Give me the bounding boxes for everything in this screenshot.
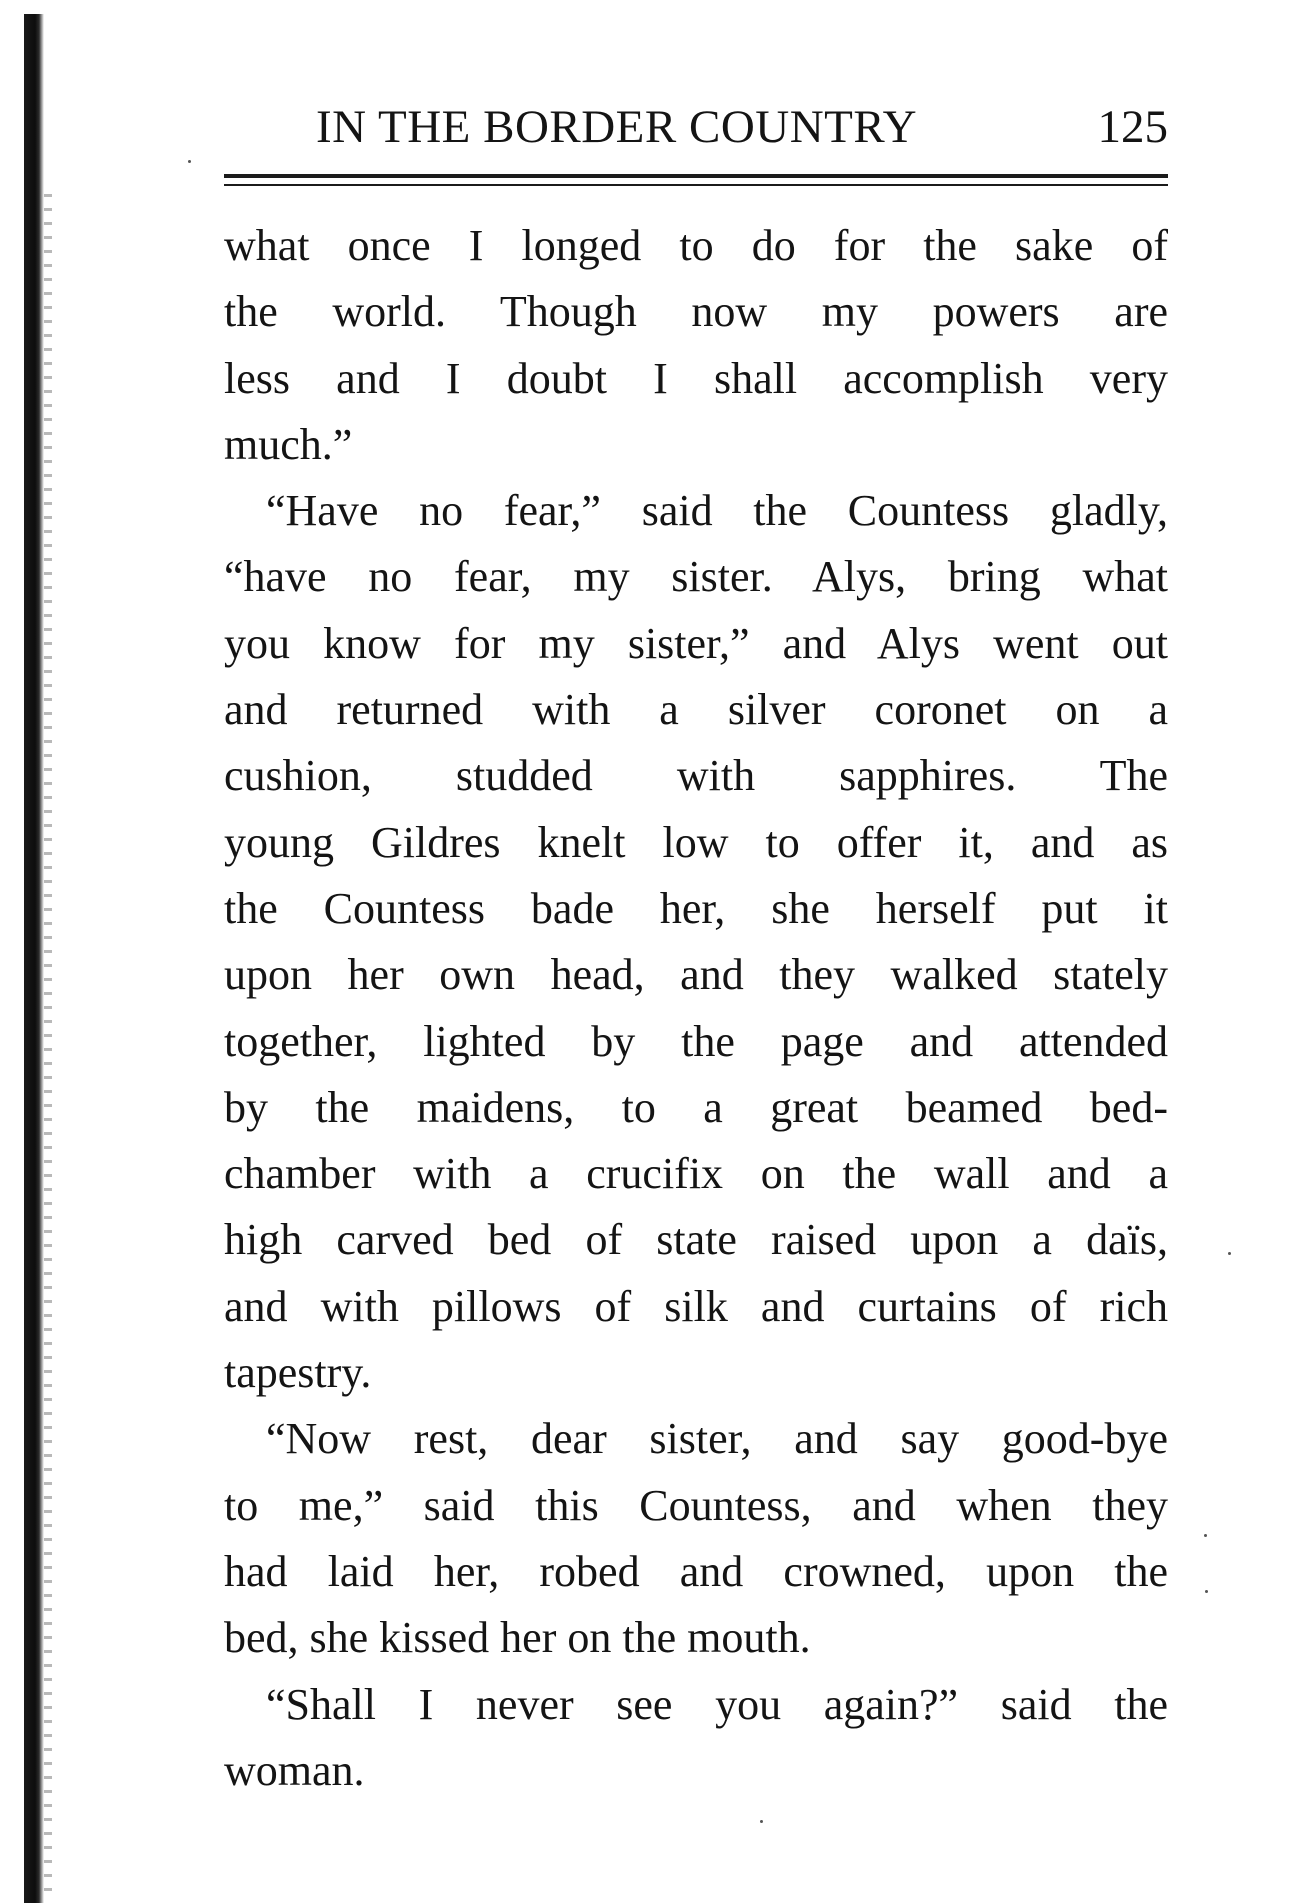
text-line: “Shall I never see you again?” said the (266, 1679, 1168, 1729)
text-line: by the maidens, to a great beamed bed- (224, 1082, 1168, 1132)
text-line: much.” (224, 419, 353, 469)
body-text (224, 213, 1168, 1804)
running-title: IN THE BORDER COUNTRY (316, 101, 918, 153)
text-line: “have no fear, my sister. Alys, bring what (224, 552, 1168, 602)
text-line: young Gildres knelt low to offer it, and as (224, 817, 1168, 867)
text-line: to me,” said this Countess, and when they (224, 1480, 1168, 1530)
paper-speck (760, 1820, 763, 1823)
text-line: chamber with a crucifix on the wall and a (224, 1149, 1168, 1199)
text-line: woman. (224, 1745, 365, 1795)
paper-speck (1205, 1590, 1208, 1593)
text-line: the world. Though now my powers are (224, 287, 1168, 337)
text-line: “Have no fear,” said the Countess gladly, (266, 486, 1168, 536)
header-rule-thick (224, 174, 1168, 178)
page-header (224, 92, 1168, 162)
text-line: the Countess bade her, she herself put it (224, 883, 1168, 933)
text-line: high carved bed of state raised upon a daïs, (224, 1215, 1168, 1265)
text-line: together, lighted by the page and attended (224, 1016, 1168, 1066)
text-line: less and I doubt I shall accomplish very (224, 353, 1168, 403)
header-rule-thin (224, 184, 1168, 186)
text-line: you know for my sister,” and Alys went out (224, 618, 1168, 668)
page-number: 125 (1097, 101, 1168, 153)
binding-edge (24, 14, 44, 1903)
paper-speck (1228, 1252, 1231, 1255)
text-line: upon her own head, and they walked stately (224, 950, 1168, 1000)
text-line: what once I longed to do for the sake of (224, 221, 1168, 270)
paper-speck (188, 160, 191, 163)
text-line: and with pillows of silk and curtains of rich (224, 1281, 1168, 1331)
text-line: cushion, studded with sapphires. The (224, 751, 1168, 801)
text-line: bed, she kissed her on the mouth. (224, 1613, 811, 1663)
text-line: and returned with a silver coronet on a (224, 685, 1168, 735)
text-line: had laid her, robed and crowned, upon the (224, 1546, 1168, 1596)
text-line: tapestry. (224, 1348, 372, 1398)
text-line: “Now rest, dear sister, and say good-bye (266, 1414, 1168, 1464)
paper-speck (1204, 1534, 1207, 1537)
